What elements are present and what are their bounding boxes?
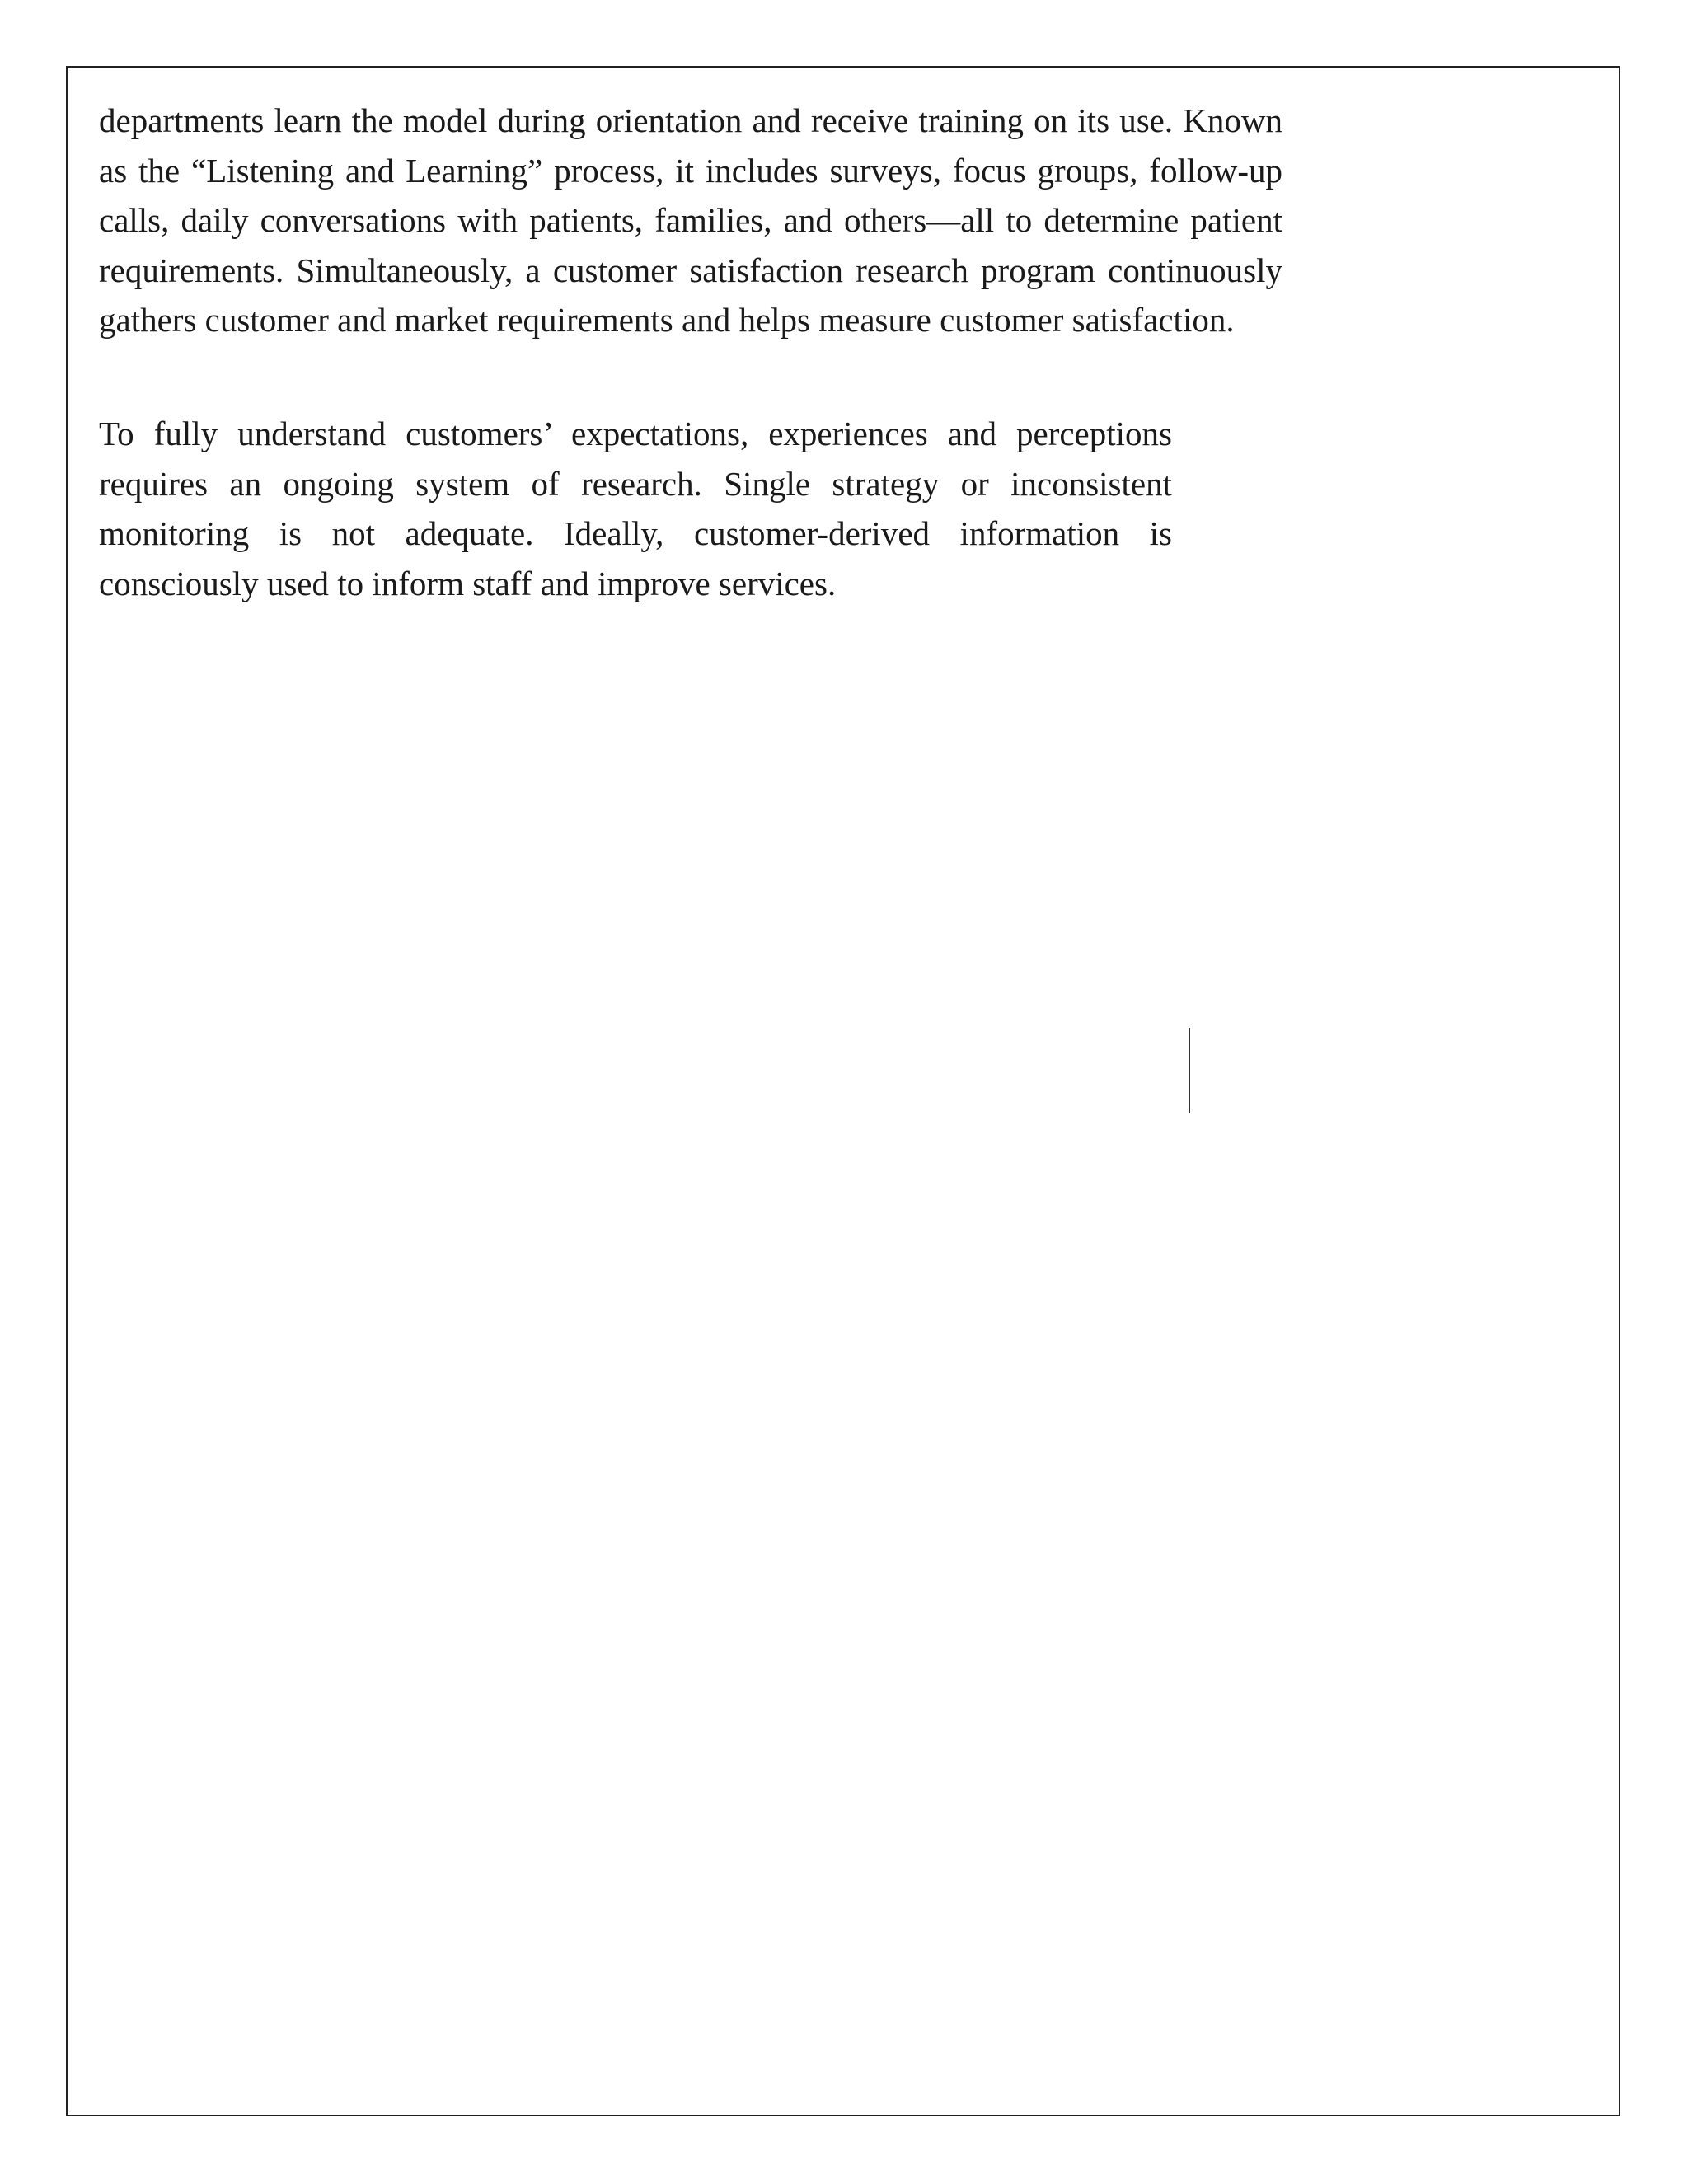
body-paragraph-1[interactable]: departments learn the model during orientation and receive training on its use. Known as the “Listening and Learning” process, it includes surveys, focus groups, follow-up calls, daily conversations with patients, families, and others—all to determine patient requirements. Simultaneously, a customer satisfaction research program continuously gathers customer and market requirements and helps measure customer satisfaction. [99, 101, 1282, 339]
text-cursor [1189, 1028, 1190, 1113]
page-frame [66, 66, 1620, 2116]
body-paragraph-2[interactable]: To fully understand customers’ expectations, experiences and perceptions requires an ongoing system of research. Single strategy or inconsistent monitoring is not adequate. Ideally, customer-derived information is consciously used to inform staff and improve services. [99, 415, 1172, 602]
